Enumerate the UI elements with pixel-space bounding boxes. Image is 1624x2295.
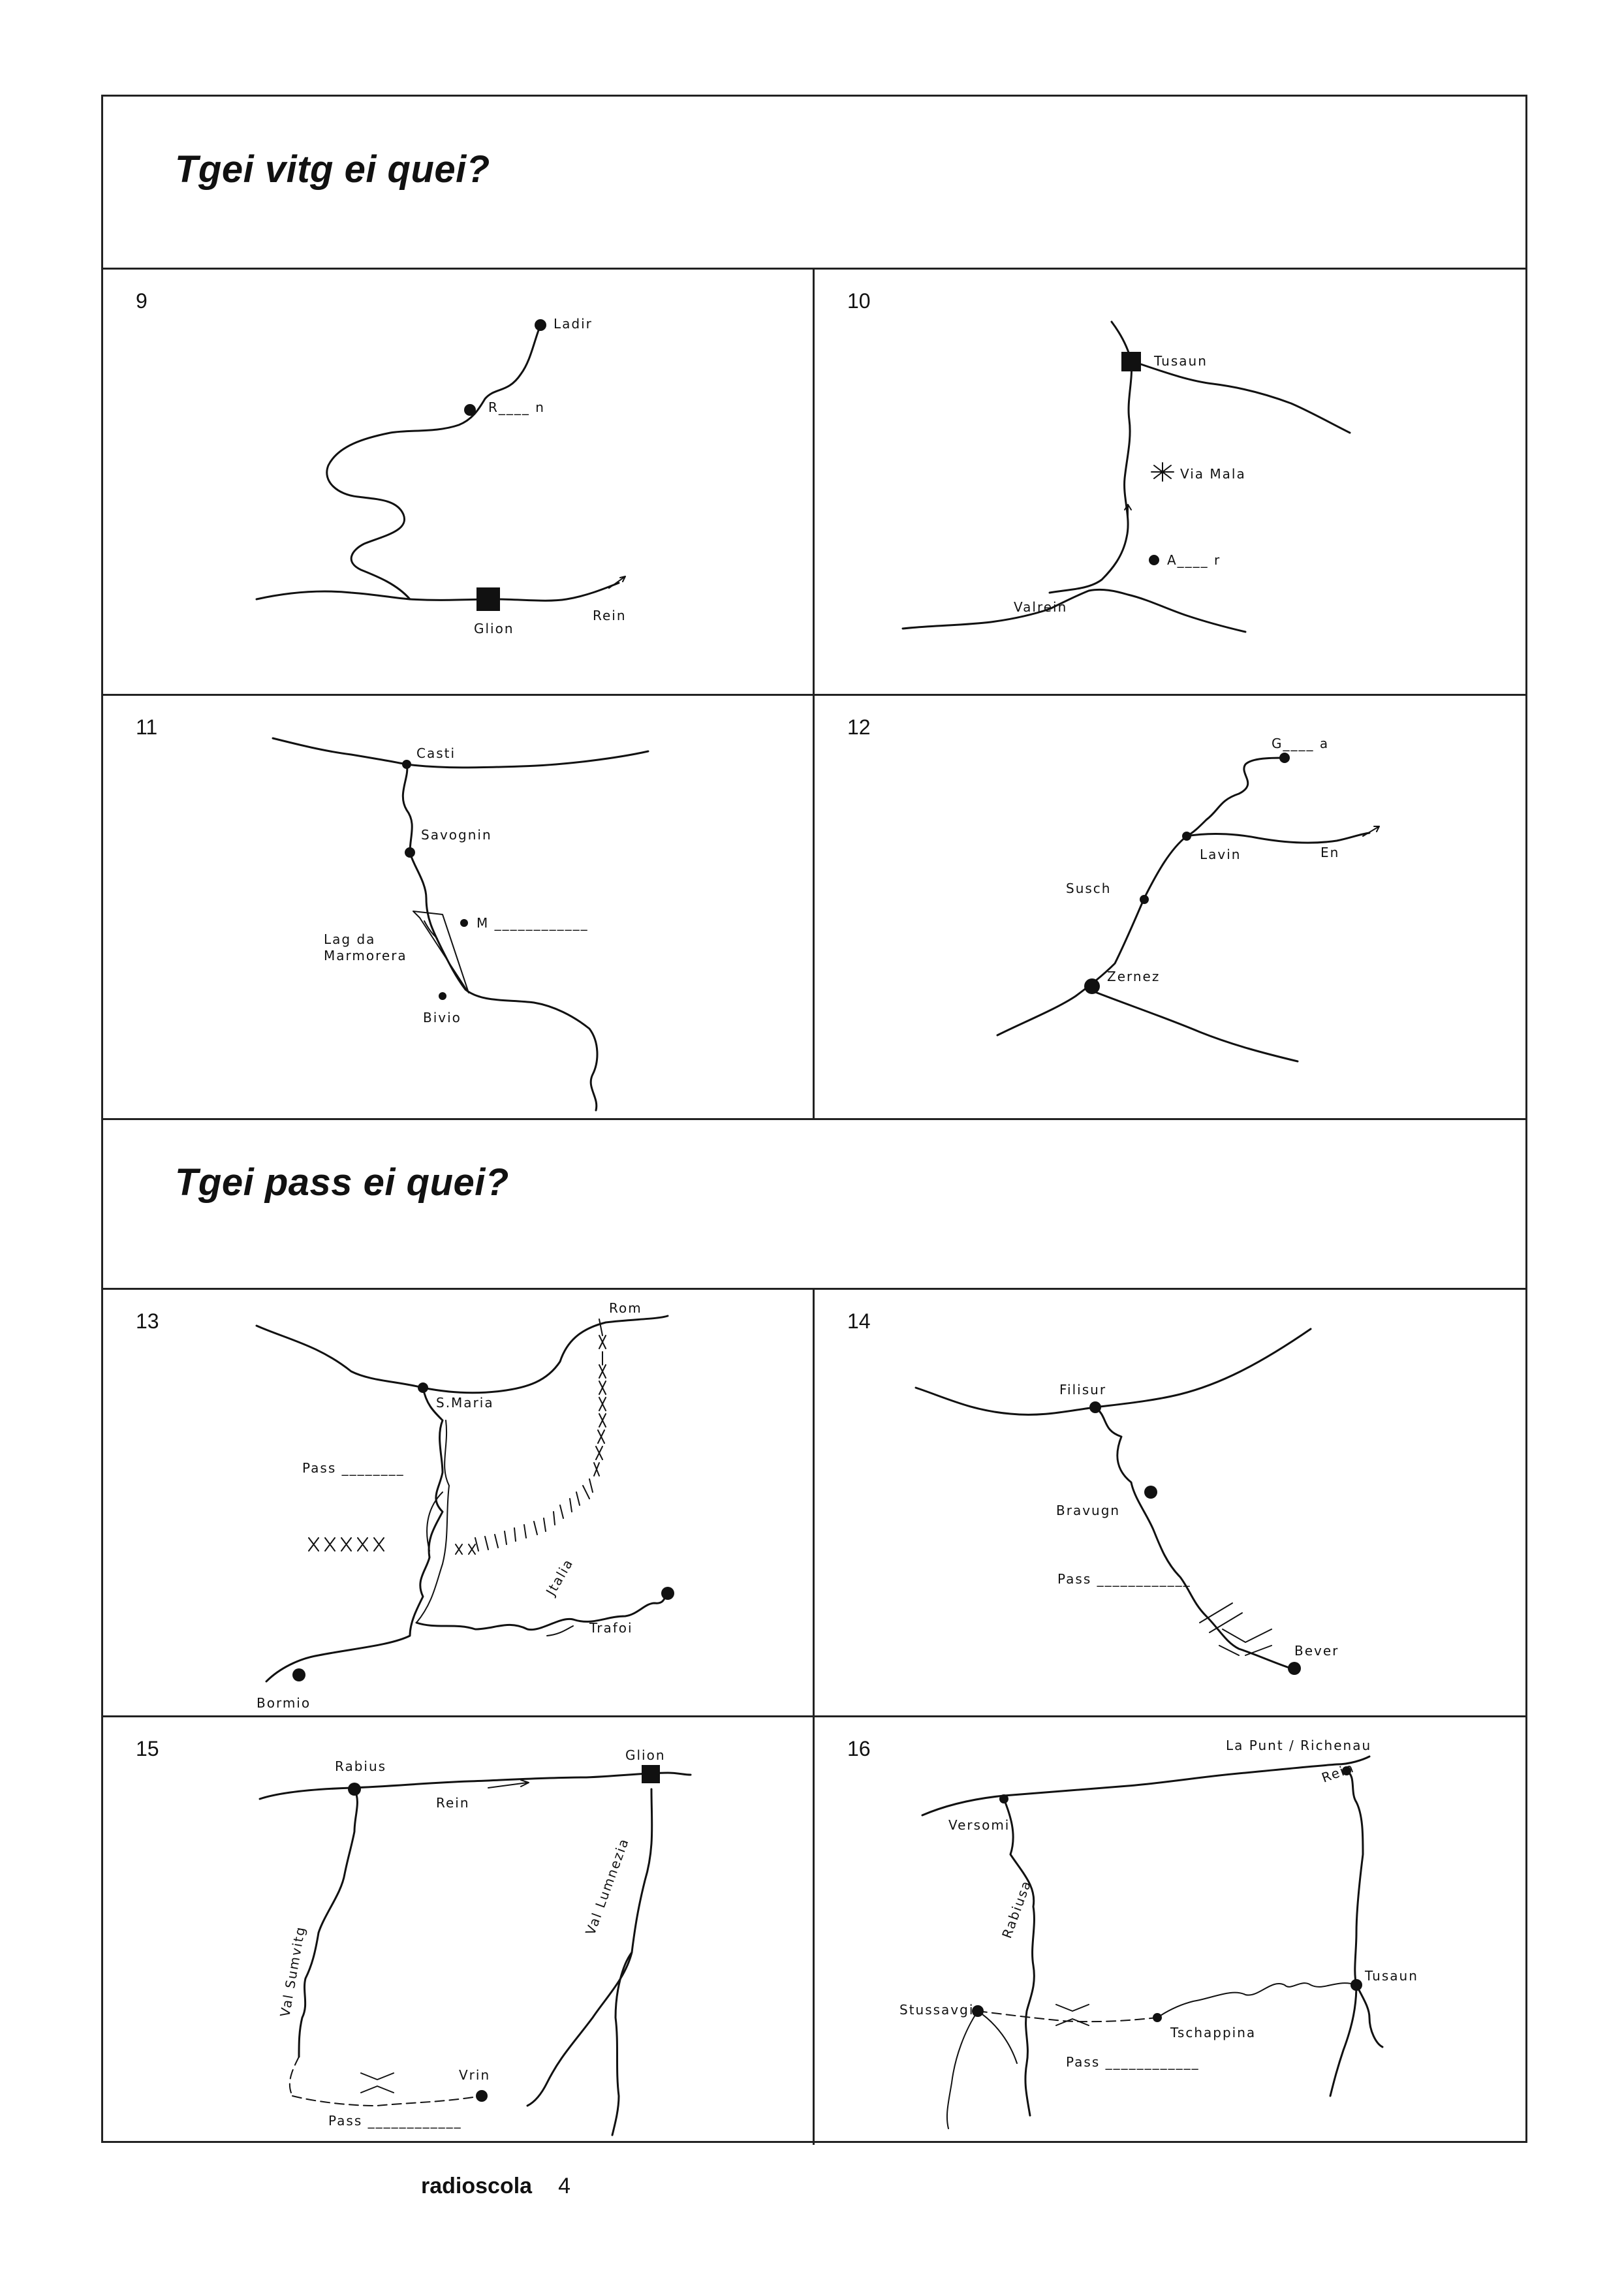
label-filisur: Filisur xyxy=(1059,1382,1107,1397)
label-versomi: Versomi xyxy=(948,1817,1010,1833)
lavin-marker xyxy=(1182,832,1191,841)
label-val-lumnezia: Val Lumnezia xyxy=(582,1835,632,1937)
heading-villages: Tgei vitg ei quei? xyxy=(175,148,490,191)
heading-row-passes xyxy=(103,1120,1525,1290)
label-tschappina: Tschappina xyxy=(1170,2025,1257,2040)
bivio-marker xyxy=(439,992,446,1000)
map-panel-11 xyxy=(103,696,815,1120)
g-a-marker xyxy=(1279,753,1290,763)
label-pass: Pass ____________ xyxy=(1057,1571,1191,1587)
label-pass: Pass ____________ xyxy=(328,2113,462,2129)
label-jtalia: Jtalia xyxy=(542,1555,577,1599)
susch-marker xyxy=(1140,895,1149,904)
label-trafoi: Trafoi xyxy=(589,1620,633,1636)
label-bormio: Bormio xyxy=(257,1695,311,1711)
label-stussavgia: Stussavgia xyxy=(899,2002,984,2018)
label-bivio: Bivio xyxy=(423,1010,461,1025)
map-panel-15 xyxy=(103,1717,815,2145)
heading-row-villages xyxy=(103,97,1525,270)
map-panel-12 xyxy=(815,696,1527,1120)
r-n-marker xyxy=(464,404,476,416)
a-r-marker xyxy=(1149,555,1159,565)
label-rabiusa: Rabiusa xyxy=(999,1877,1035,1941)
label-casti: Casti xyxy=(416,745,456,761)
label-bravugn: Bravugn xyxy=(1056,1503,1121,1518)
label-pass: Pass ____________ xyxy=(1066,2054,1200,2070)
map-number: 15 xyxy=(136,1737,159,1760)
ladir-marker xyxy=(535,319,546,331)
viamala-star-icon xyxy=(1151,463,1174,481)
label-valrein: Valrein xyxy=(1014,599,1068,615)
label-smaria: S.Maria xyxy=(436,1395,494,1411)
label-lag-da: Lag da xyxy=(324,931,376,947)
versomi-marker xyxy=(999,1794,1008,1803)
map-number: 10 xyxy=(847,289,871,313)
map-number: 11 xyxy=(136,715,158,739)
label-ladir: Ladir xyxy=(554,316,593,332)
map-panel-9 xyxy=(103,270,815,696)
bormio-marker xyxy=(292,1668,305,1681)
label-rein: Rein xyxy=(1319,1759,1357,1786)
label-rom: Rom xyxy=(609,1300,642,1316)
trafoi-marker xyxy=(661,1587,674,1600)
casti-marker xyxy=(402,760,411,769)
smaria-marker xyxy=(418,1382,428,1393)
map-panel-14 xyxy=(815,1290,1527,1717)
map-15 xyxy=(103,1717,815,2145)
label-savognin: Savognin xyxy=(421,827,492,843)
label-r-n: R____ n xyxy=(488,399,545,415)
bravugn-marker xyxy=(1144,1486,1157,1499)
vrin-marker xyxy=(476,2090,488,2102)
map-16 xyxy=(815,1717,1527,2145)
label-rabius: Rabius xyxy=(335,1758,387,1774)
savognin-marker xyxy=(405,847,415,858)
tusaun-marker xyxy=(1351,1979,1362,1991)
label-rein: Rein xyxy=(593,608,627,623)
label-val-sumvitg: Val Sumvitg xyxy=(277,1924,309,2018)
tusaun-marker xyxy=(1121,352,1141,371)
map-number: 16 xyxy=(847,1737,871,1760)
worksheet xyxy=(101,95,1527,2143)
label-tusaun: Tusaun xyxy=(1365,1968,1418,1984)
map-10 xyxy=(815,270,1527,696)
map-panel-13 xyxy=(103,1290,815,1717)
map-number: 13 xyxy=(136,1309,159,1333)
map-13 xyxy=(103,1290,815,1717)
label-via-mala: Via Mala xyxy=(1180,466,1246,482)
label-marmorera: Marmorera xyxy=(324,948,407,963)
label-glion: Glion xyxy=(474,621,514,636)
map-11 xyxy=(103,696,815,1120)
map-14 xyxy=(815,1290,1527,1717)
tschappina-marker xyxy=(1153,2013,1162,2022)
label-lapunt: La Punt / Richenau xyxy=(1226,1738,1372,1753)
map-panel-16 xyxy=(815,1717,1527,2145)
heading-passes: Tgei pass ei quei? xyxy=(175,1161,509,1204)
label-bever: Bever xyxy=(1294,1643,1339,1659)
label-vrin: Vrin xyxy=(459,2067,491,2083)
bever-marker xyxy=(1288,1662,1301,1675)
rabius-marker xyxy=(348,1783,361,1796)
label-tusaun: Tusaun xyxy=(1154,353,1208,369)
zernez-marker xyxy=(1084,978,1100,994)
filisur-marker xyxy=(1089,1401,1101,1413)
label-en: En xyxy=(1320,845,1340,860)
label-pass: Pass ________ xyxy=(302,1460,405,1476)
glion-marker xyxy=(642,1765,660,1783)
page-number: 4 xyxy=(558,2174,570,2198)
label-lavin: Lavin xyxy=(1200,847,1241,862)
label-m: M ____________ xyxy=(476,915,589,931)
map-9 xyxy=(103,270,815,696)
map-12 xyxy=(815,696,1527,1120)
label-rein: Rein xyxy=(436,1795,470,1811)
map-number: 14 xyxy=(847,1309,871,1333)
label-a-r: A____ r xyxy=(1167,552,1221,568)
map-number: 12 xyxy=(847,715,871,739)
page-footer xyxy=(421,2174,570,2199)
glion-marker xyxy=(476,587,500,611)
m-marker xyxy=(460,919,468,927)
label-susch: Susch xyxy=(1066,881,1112,896)
label-g-a: G____ a xyxy=(1272,736,1330,751)
label-zernez: Zernez xyxy=(1107,969,1161,984)
footer-brand: radioscola xyxy=(421,2174,533,2198)
label-glion: Glion xyxy=(625,1747,666,1763)
map-number: 9 xyxy=(136,289,148,313)
map-panel-10 xyxy=(815,270,1527,696)
